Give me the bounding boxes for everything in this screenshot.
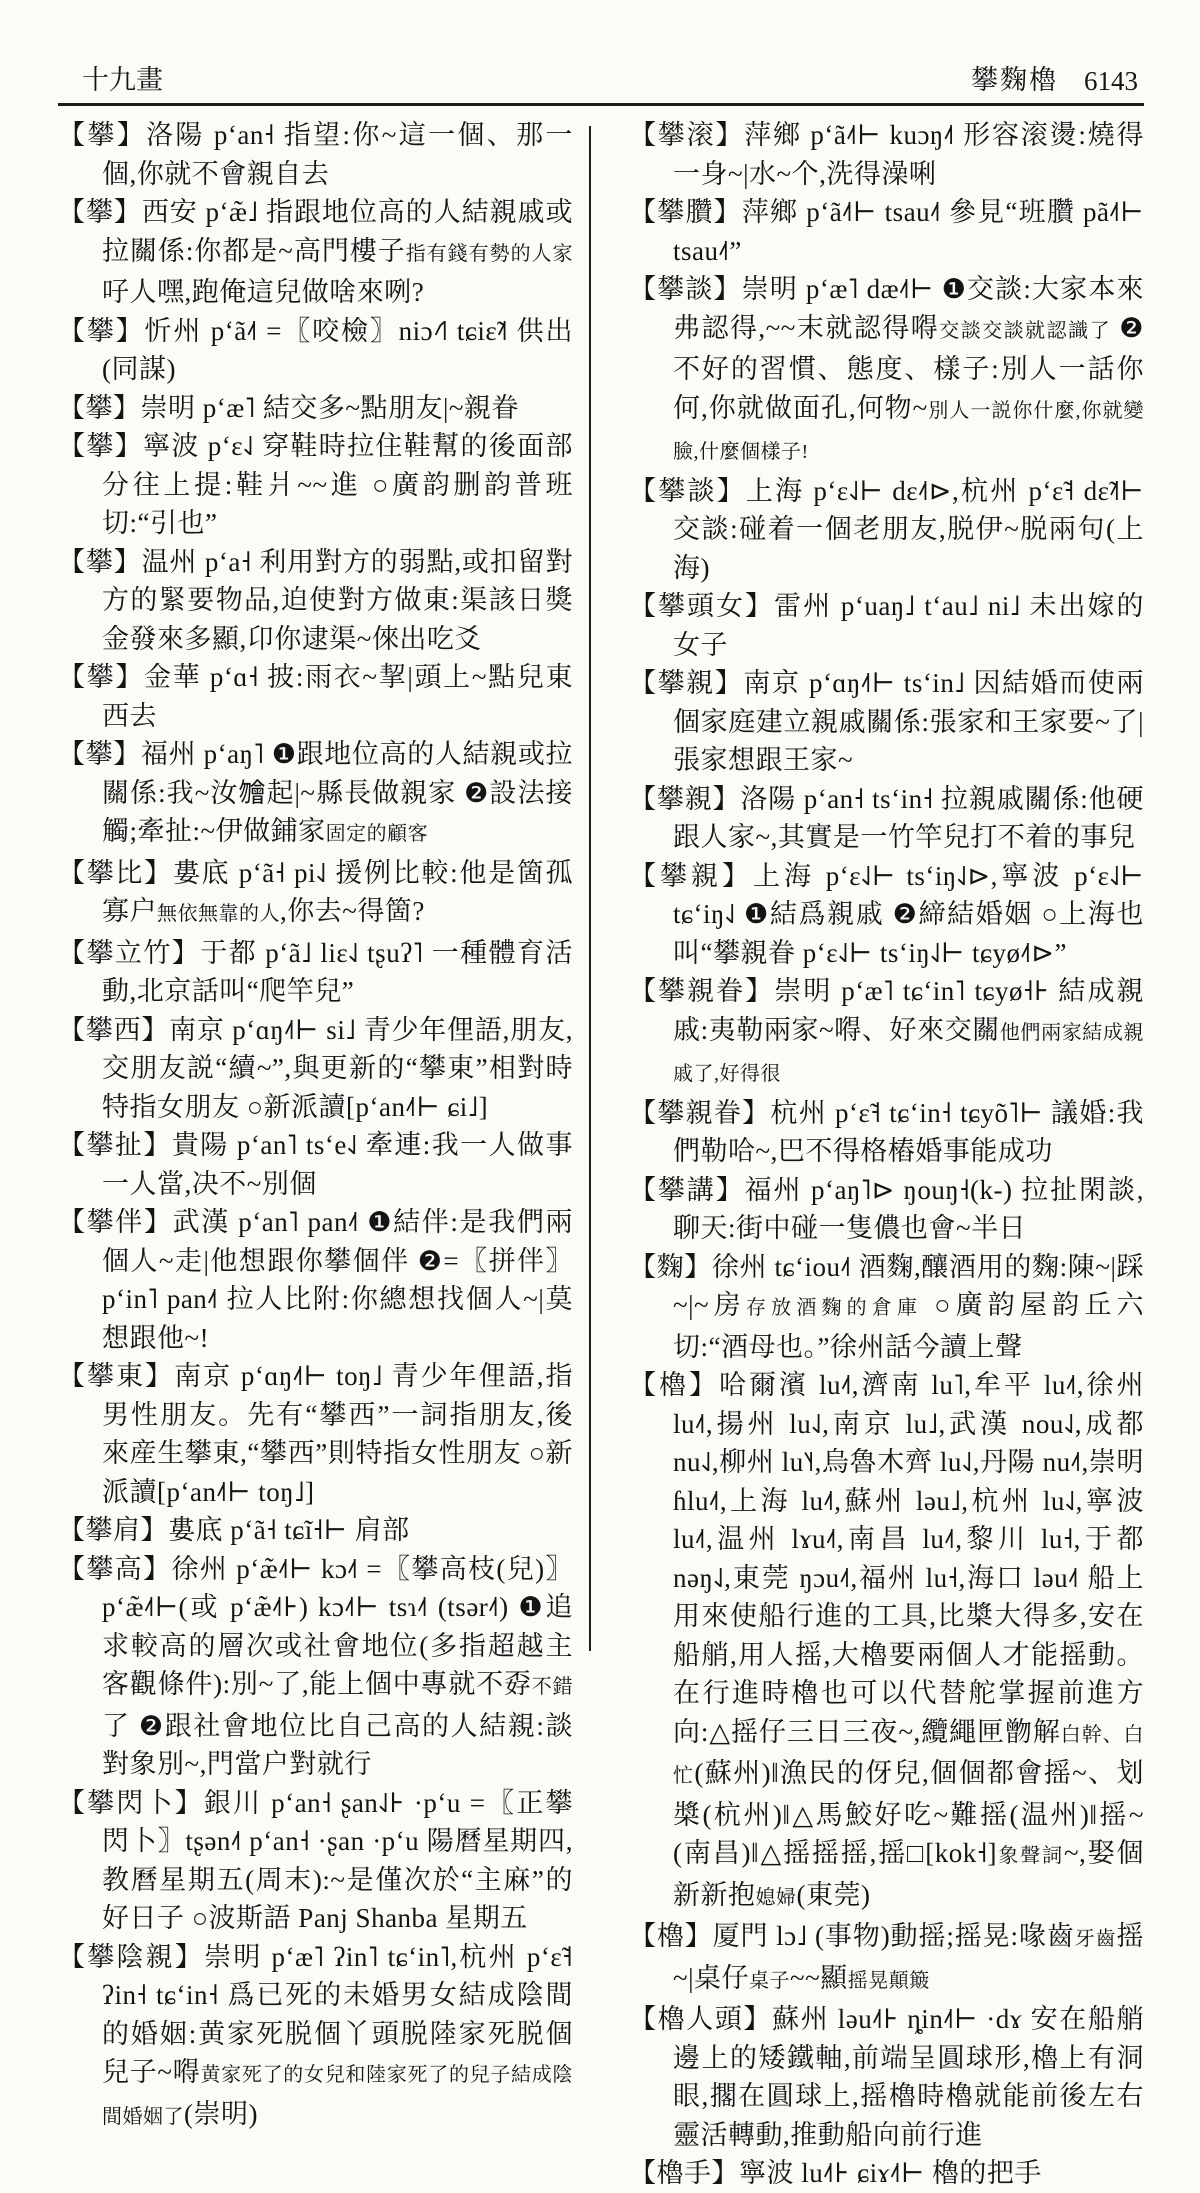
entry-text: (蘇州)‖漁民的伢兒,個個都會摇~、划槳(杭州)‖△馬鮫好吃~難摇(温州)‖摇~(南昌)‖△摇摇摇,摇□[kok˧] xyxy=(673,1758,1145,1868)
running-head xyxy=(58,58,1144,103)
entry-text: 【攀講】福州 pʻaŋ˥⊳ ŋouŋ˧(k-) 拉扯閑談,聊天:街中碰一隻儂也會~半日 xyxy=(629,1174,1144,1243)
dictionary-entry xyxy=(58,1511,573,1550)
dictionary-entry xyxy=(629,1366,1144,1917)
dictionary-entry xyxy=(58,1357,573,1511)
entry-gloss-small: 別人一説你什麼,你就變臉,什麼個樣子! xyxy=(673,399,1145,463)
entry-text: 【攀西】南京 pʻɑŋ˨˦⊢ si˩ 青少年俚語,朋友,交朋友説“續~”,與更新的“攀東”相對時特指女朋友 ○新派讀[pʻan˨˦⊢ ɕi˩] xyxy=(58,1014,573,1122)
entry-text: 【攀】西安 pʻæ̃˩ 指跟地位高的人結親戚或拉關係:你都是~高門樓子 xyxy=(58,197,573,266)
dictionary-entry xyxy=(58,658,573,735)
entry-gloss-small: 指有錢有勢的人家 xyxy=(405,242,574,265)
dictionary-entry xyxy=(629,587,1144,664)
dictionary-entry xyxy=(629,972,1144,1094)
entry-gloss-small: 無依無靠的人 xyxy=(157,903,280,925)
entry-text: 【攀談】崇明 pʻæ˥ dæ˨˦⊢ ❶交談:大家本來弗認得,~~末就認得嘚 xyxy=(629,274,1144,343)
entry-gloss-small: 黄家死了的女兒和陸家死了的兒子結成陰間婚姻了 xyxy=(102,2064,574,2128)
dictionary-entry xyxy=(629,193,1144,270)
entry-text: 【櫓人頭】蘇州 ləu˨˦⊦ ȵin˨˦⊢ ·dɤ 安在船艄邊上的矮鐵軸,前端呈圓球形,櫓上有洞眼,擱在圓球上,摇櫓時櫓就能前後左右靈活轉動,推動船向前行進 xyxy=(629,2004,1144,2150)
entry-text: 【攀肩】婁底 pʻã˧ tɕĩ˧⊢ 肩部 xyxy=(58,1515,410,1545)
text-columns xyxy=(58,116,1144,2193)
dictionary-entry xyxy=(629,1094,1144,1171)
entry-gloss-small: 桌子 xyxy=(749,1969,791,1992)
right-column xyxy=(629,116,1144,2193)
column-divider xyxy=(589,126,591,1651)
dictionary-entry xyxy=(58,934,573,1011)
dictionary-entry xyxy=(629,270,1144,472)
dictionary-entry xyxy=(58,1550,573,1784)
entry-gloss-small: 白幹、白忙 xyxy=(673,1723,1145,1787)
entry-text: 【攀陰親】崇明 pʻæ˥ ʔin˥ tɕʻin˥,杭州 pʻɛ̃˧ ʔin˧ tɕʻin˧ 爲已死的未婚男女結成陰間的婚姻:黄家死脱個丫頭脱陸家死脱個兒子~嘚 xyxy=(58,1941,573,2087)
entry-text: 【攀】崇明 pʻæ˥ 結交多~點朋友|~親眷 xyxy=(58,392,519,423)
entry-gloss-small: 交談交談就認識了 xyxy=(939,319,1112,342)
entry-gloss-small: 不錯 xyxy=(531,1676,574,1698)
dictionary-entry xyxy=(629,2000,1144,2154)
running-title: 攀麴櫓 xyxy=(971,65,1058,95)
entry-text: ~~顯 xyxy=(790,1962,848,1993)
header-rule xyxy=(58,103,1144,106)
entry-text: 【櫓手】寧波 lu˨˦⊦ ɕiɤ˨˦⊢ 櫓的把手 xyxy=(629,2158,1042,2188)
dictionary-entry xyxy=(58,193,573,312)
dictionary-entry xyxy=(58,1126,573,1203)
entry-text: 【攀】温州 pʻa˧ 利用對方的弱點,或扣留對方的緊要物品,迫使對方做東:渠該日獎金發來多顯,卬你逮渠~倈出吃爻 xyxy=(58,546,573,654)
entry-text: 【攀】金華 pʻɑ˧ 披:雨衣~挈|頭上~點兒東西去 xyxy=(58,662,573,731)
entry-text: 摇~|桌仔 xyxy=(673,1921,1144,1993)
dictionary-entry xyxy=(629,664,1144,780)
dictionary-entry xyxy=(58,1938,573,2137)
entry-text: (崇明) xyxy=(184,2098,258,2129)
dictionary-entry xyxy=(58,1011,573,1127)
entry-text: 【攀親】南京 pʻɑŋ˨˦⊢ tsʻin˩ 因結婚而使兩個家庭建立親戚關係:張家和王家要~了|張家想跟王家~ xyxy=(629,668,1144,775)
entry-text: 【攀】忻州 pʻã˨˦ =〖咬檢〗niɔ˨˦˥ tɕiɛ̃˨˦ 供出(同謀) xyxy=(58,315,573,384)
dictionary-entry xyxy=(58,543,573,659)
left-column xyxy=(58,116,573,2193)
entry-text: 【攀】洛陽 pʻan˧ 指望:你~這一個、那一個,你就不會親自去 xyxy=(58,120,573,189)
dictionary-entry xyxy=(58,1784,573,1938)
entry-gloss-small: 媳婦 xyxy=(755,1886,797,1909)
dictionary-entry xyxy=(58,735,573,854)
entry-text: 【攀高】徐州 pʻæ̃˨˦⊢ kɔ˨˦ =〖攀高枝(兒)〗pʻæ̃˨˦⊢(或 pʻæ̃˨˦⊦) kɔ˨˦⊢ tsɿ˨˦ (tsər˨˦) ❶追求較高的層次或社會地位(多指超越主客觀條件):別~了,能上個中專就不孬 xyxy=(58,1553,573,1699)
entry-text: 【攀親眷】杭州 pʻɛ̃˧ tɕʻin˧ tɕyõ˥⊢ 議婚:我們勒哈~,巴不得格樁婚事能成功 xyxy=(629,1097,1144,1166)
entry-text: 【攀】寧波 pʻɛ˨˩ 穿鞋時拉住鞋幫的後面部分往上提:鞋爿~~進 ○廣韵删韵普班切:“引也” xyxy=(58,431,573,538)
entry-text: 吇人嘿,跑俺這兒做啥來咧? xyxy=(102,277,425,307)
entry-text: 【攀扯】貴陽 pʻan˥ tsʻe˨˩ 牽連:我一人做事一人當,决不~別個 xyxy=(58,1130,573,1199)
dictionary-entry xyxy=(629,1917,1144,2000)
section-title: 十九畫 xyxy=(82,65,163,95)
running-head-right xyxy=(971,58,1142,97)
dictionary-entry xyxy=(58,427,573,543)
dictionary-entry xyxy=(58,854,573,934)
dictionary-entry xyxy=(629,1171,1144,1248)
entry-gloss-small: 摇晃顛簸 xyxy=(847,1969,930,1992)
entry-gloss-small: 固定的顧客 xyxy=(325,823,429,845)
entry-gloss-small: 存放酒麴的倉庫 xyxy=(745,1297,923,1319)
dictionary-entry xyxy=(629,780,1144,857)
entry-text: 【攀親眷】崇明 pʻæ˥ tɕʻin˥ tɕyø˧⊦ 結成親戚:夷勒兩家~嘚、好來交關 xyxy=(629,976,1144,1045)
entry-text: 【攀立竹】于都 pʻã˩ liɛ˨˩ tʂuʔ˥ 一種體育活動,北京話叫“爬竿兒” xyxy=(58,937,573,1006)
entry-text: ~,娶個新新抱 xyxy=(673,1838,1145,1910)
page-number: 6143 xyxy=(1084,66,1138,96)
entry-text: ○廣韵屋韵丘六切:“酒母也。”徐州話今讀上聲 xyxy=(673,1290,1145,1362)
entry-text: 【櫓】厦門 lɔ˩ (事物)動摇;摇晃:喙齒 xyxy=(629,1921,1075,1951)
entry-text: 【麴】徐州 tɕʻiou˨˦ 酒麴,釀酒用的麴:陳~|踩~|~房 xyxy=(629,1251,1144,1320)
entry-text: 【攀閃卜】銀川 pʻan˧ ʂan˨˩⊦ ·pʻu =〖正攀閃卜〗tʂən˨˦ pʻan˧ ·ʂan ·pʻu 陽曆星期四,教曆星期五(周末):~是僅次於“主麻”的好日子 ○波斯語 Panj Shanba 星期五 xyxy=(58,1787,573,1933)
entry-text: 【攀】福州 pʻaŋ˥ ❶跟地位高的人結親或拉關係:我~汝𣍐起|~縣長做親家 ❷設法接觸;牽扯:~伊做鋪家 xyxy=(58,739,573,846)
entry-gloss-small: 象聲詞 xyxy=(997,1845,1064,1867)
dictionary-entry xyxy=(58,312,573,389)
dictionary-entry xyxy=(58,116,573,193)
dictionary-entry xyxy=(629,857,1144,973)
dictionary-entry xyxy=(58,1203,573,1357)
entry-text: 【攀談】上海 pʻɛ˨˩⊢ dɛ˨˦⊳,杭州 pʻɛ̃˧ dɛ̃˨˦⊢ 交談:碰着一個老朋友,脱伊~脱兩句(上海) xyxy=(629,475,1144,583)
entry-gloss-small: 他們兩家結成親戚了,好得很 xyxy=(673,1021,1145,1085)
entry-text: (東莞) xyxy=(796,1879,871,1910)
entry-text: 【攀東】南京 pʻɑŋ˨˦⊢ toŋ˩ 青少年俚語,指男性朋友。先有“攀西”一詞指朋友,後來産生攀東,“攀西”則特指女性朋友 ○新派讀[pʻan˨˦⊢ toŋ˩] xyxy=(58,1361,573,1507)
dictionary-entry xyxy=(629,2154,1144,2193)
dictionary-entry xyxy=(629,1248,1144,1367)
entry-text: ,你去~得箇? xyxy=(280,896,425,926)
entry-text: 【攀比】婁底 pʻã˧ pi˨˩ 援例比較:他是箇孤寡户 xyxy=(58,857,573,926)
entry-text: ❷不好的習慣、態度、樣子:別人一話你何,你就做面孔,何物~ xyxy=(673,312,1144,423)
entry-text: 【攀伴】武漢 pʻan˥ pan˨˦ ❶結伴:是我們兩個人~走|他想跟你攀個伴 ❷=〖拼伴〗pʻin˥ pan˨˦ 拉人比附:你總想找個人~|莫想跟他~! xyxy=(58,1207,573,1353)
entry-text: 【攀親】上海 pʻɛ˨˩⊢ tsʻiŋ˨˩⊳,寧波 pʻɛ˨˩⊢ tɕʻiŋ˨˩ ❶結爲親戚 ❷締結婚姻 ○上海也叫“攀親眷 pʻɛ˨˩⊢ tsʻiŋ˨˩⊢ tɕyø˨˦⊳” xyxy=(629,860,1144,968)
dictionary-entry xyxy=(629,116,1144,193)
entry-gloss-small: 牙齒 xyxy=(1074,1928,1117,1950)
entry-text: 了 ❷跟社會地位比自己高的人結親:談對象別~,門當户對就行 xyxy=(102,1710,573,1779)
entry-text: 【攀滚】萍鄉 pʻã˨˦⊢ kuɔŋ˨˦ 形容滚燙:燒得一身~|水~个,洗得澡唎 xyxy=(629,120,1144,189)
entry-text: 【攀頭女】雷州 pʻuaŋ˩ tʻau˩ ni˩ 未出嫁的女子 xyxy=(629,591,1144,660)
entry-text: 【攀親】洛陽 pʻan˧ tsʻin˧ 拉親戚關係:他硬跟人家~,其實是一竹竿兒打不着的事兒 xyxy=(629,783,1144,852)
entry-text: 【攀臢】萍鄉 pʻã˨˦⊢ tsau˨˦ 參見“班臢 pã˨˦⊢ tsau˨˦” xyxy=(629,197,1144,266)
entry-text: 【櫓】哈爾濱 lu˨˦,濟南 lu˥,牟平 lu˨˦,徐州 lu˨˦,揚州 lu˨˩,南京 lu˩,武漢 nou˨˩,成都 nu˨˩,柳州 lu˥˧,烏魯木齊 lu˨˩,丹陽 nu˨˦,崇明 ɦlu˨˦,上海 lu˨˦,蘇州 ləu˩,杭州 lu˨˩,寧波 lu˨˦,温州 lɤu˨˦,南昌 lu˨˦,黎川 lu˧,于都 nəŋ˨˩,東莞 ŋɔu˨˦,福州 lu˧,海口 ləu˨˦ 船上用來使船行進的工具,比槳大得多,安在船艄,用人摇,大櫓要兩個人才能摇動。在行進時櫓也可以代替舵掌握前進方向:△摇仔三日三夜~,纜繩匣朆解 xyxy=(629,1370,1144,1747)
dictionary-entry xyxy=(629,472,1144,588)
dictionary-entry xyxy=(58,389,573,428)
